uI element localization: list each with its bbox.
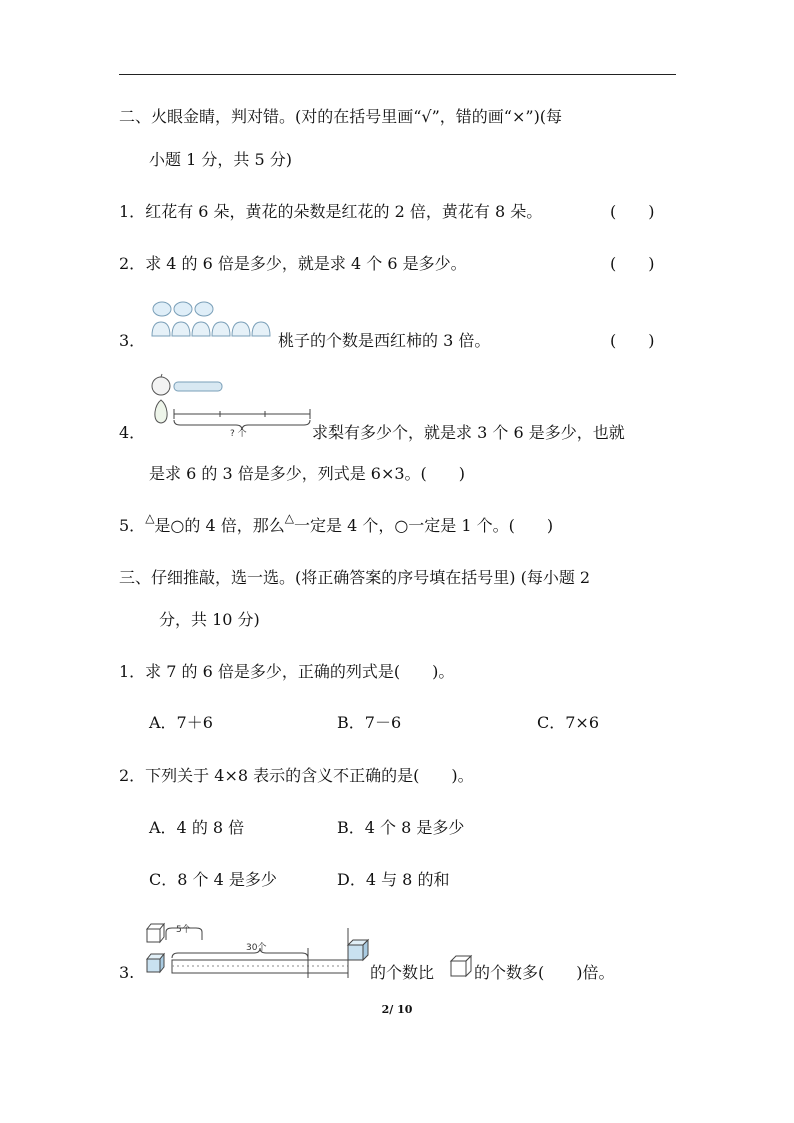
- s3-q3-part2: 的个数多( )倍。: [474, 963, 615, 982]
- section3-title-line1: 三、仔细推敲，选一选。(将正确答案的序号填在括号里) (每小题 2: [119, 568, 591, 587]
- header-rule: [119, 74, 676, 75]
- s2-q5-part2: 一定是 4 个，○一定是 1 个。( ): [293, 516, 554, 535]
- section2-title-line1: 二、火眼金睛，判对错。(对的在括号里画“√”，错的画“×”)(每: [119, 107, 563, 126]
- s3-q1-option-b[interactable]: B．7－6: [337, 713, 402, 732]
- s3-q2-option-b[interactable]: B．4 个 8 是多少: [337, 818, 465, 837]
- triangle-icon: △: [284, 511, 294, 525]
- triangle-icon: △: [145, 511, 155, 525]
- s2-q2-answer-paren[interactable]: ( ): [610, 254, 655, 273]
- apple-icon: [152, 374, 170, 395]
- section2-title-line2: 小题 1 分，共 5 分): [149, 150, 292, 169]
- s2-q5-part1: 是○的 4 倍，那么: [154, 516, 285, 535]
- pear-icon: [155, 400, 167, 423]
- s2-q1-answer-paren[interactable]: ( ): [610, 202, 655, 221]
- s2-q3-answer-paren[interactable]: ( ): [610, 331, 655, 350]
- section3-title-line2: 分，共 10 分): [159, 610, 260, 629]
- s3-q2-option-c[interactable]: C．8 个 4 是多少: [149, 870, 277, 889]
- apple-pear-line-diagram: [150, 374, 310, 444]
- s3-q2-option-a[interactable]: A．4 的 8 倍: [149, 818, 245, 837]
- s3-q1-text: 1．求 7 的 6 倍是多少，正确的列式是( )。: [119, 662, 455, 681]
- s2-q1-number: 1．: [119, 202, 146, 221]
- s2-q4-text-line2: 是求 6 的 3 倍是多少，列式是 6×3。( ): [149, 464, 466, 483]
- s2-q2-text: 求 4 的 6 倍是多少，就是求 4 个 6 是多少。: [145, 254, 467, 273]
- s2-q3-text: 桃子的个数是西红柿的 3 倍。: [278, 331, 491, 350]
- s2-q5-number: 5．: [119, 516, 146, 535]
- page-number: 2/ 10: [381, 1003, 413, 1016]
- s3-q1-option-c[interactable]: C．7×6: [537, 713, 600, 732]
- s3-q3-part1: 的个数比: [370, 963, 435, 982]
- q4-diagram-label: ? 个: [230, 429, 247, 439]
- peach-icon: [152, 322, 270, 336]
- cube-icon: [147, 954, 164, 972]
- label-30: 30个: [246, 943, 267, 953]
- cube-icon: [147, 924, 164, 942]
- s2-q4-text-line1: 求梨有多少个，就是求 3 个 6 是多少，也就: [312, 423, 625, 442]
- s2-q2-number: 2．: [119, 254, 146, 273]
- label-5: 5个: [176, 925, 191, 935]
- s2-q1-text: 红花有 6 朵，黄花的朵数是红花的 2 倍，黄花有 8 朵。: [145, 202, 543, 221]
- s2-q5: [119, 511, 554, 537]
- s3-q1-option-a[interactable]: A．7＋6: [149, 713, 213, 732]
- s2-q4-number: 4．: [119, 423, 146, 442]
- s2-q2: [119, 254, 467, 274]
- tomato-peach-picture: [150, 300, 278, 344]
- cube-icon: [348, 940, 368, 960]
- s3-q2-option-d[interactable]: D．4 与 8 的和: [337, 870, 450, 889]
- cube-line-diagram: [144, 920, 368, 982]
- cube-icon: [449, 955, 473, 979]
- s2-q1: [119, 202, 542, 222]
- s3-q2-text: 2．下列关于 4×8 表示的含义不正确的是( )。: [119, 766, 474, 785]
- s3-q3-number: 3.: [119, 963, 135, 982]
- tomato-icon: [153, 302, 213, 316]
- s2-q3-number: 3．: [119, 331, 146, 350]
